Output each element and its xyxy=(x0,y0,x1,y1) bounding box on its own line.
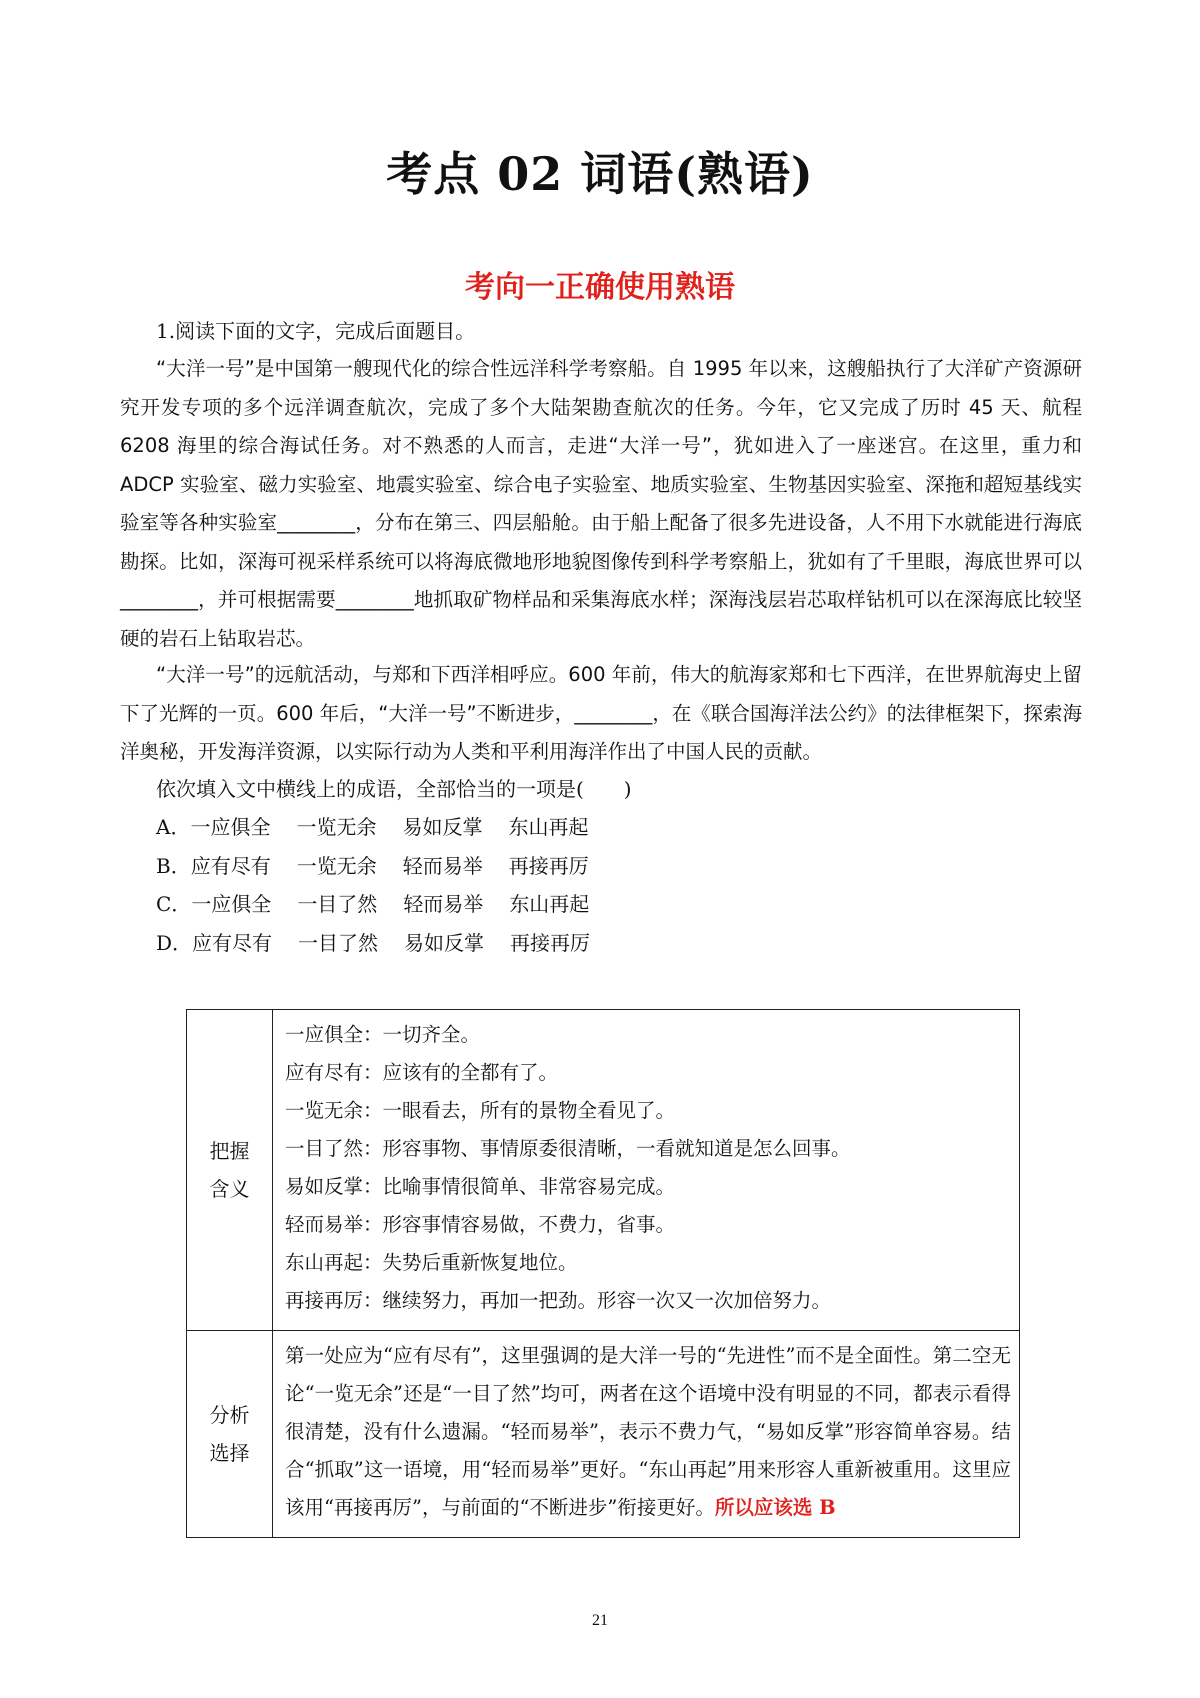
definition-line: 东山再起：失势后重新恢复地位。 xyxy=(285,1251,578,1274)
section-title: 考向一正确使用熟语 xyxy=(465,270,735,305)
definition-line: 轻而易举：形容事情容易做，不费力，省事。 xyxy=(285,1213,676,1236)
option-letter: D． xyxy=(156,930,193,955)
page-number: 21 xyxy=(592,1612,608,1629)
option-letter: C． xyxy=(156,892,192,916)
passage-text: “大洋一号”的远航活动，与郑和下西洋相呼应。600 年前，伟大的航海家郑和七下西洋，在世界航海史上留下了光辉的一页。600 年后，“大洋一号”不断进步，________，在《联合国海洋法公约》的法律框架下，探索海洋奥秘，开发海洋资源，以实际行动为人类和平利用海洋作出了中国人民的贡献。 xyxy=(120,663,1082,763)
analysis-table xyxy=(186,1009,1020,1538)
question-prompt: 依次填入文中横线上的成语，全部恰当的一项是( ) xyxy=(156,777,632,801)
option-idiom: 一览无余 xyxy=(296,853,377,878)
meaning-label xyxy=(187,1010,273,1331)
definition-line: 一应俱全：一切齐全。 xyxy=(285,1023,481,1046)
analysis-row xyxy=(187,1331,1020,1538)
passage-paragraph xyxy=(120,350,1082,658)
option-idiom: 应有尽有 xyxy=(192,930,273,955)
label-line: 把握 xyxy=(209,1139,250,1163)
answer-conclusion: 所以应该选 B xyxy=(714,1496,836,1519)
option-d[interactable] xyxy=(156,924,590,963)
label-line: 选择 xyxy=(209,1441,250,1465)
option-idiom: 一览无余 xyxy=(296,815,377,839)
page-title: 考点 02 词语(熟语) xyxy=(386,147,814,201)
option-idiom: 易如反掌 xyxy=(404,930,485,955)
analysis-label xyxy=(187,1331,273,1538)
analysis-text: 第一处应为“应有尽有”，这里强调的是大洋一号的“先进性”而不是全面性。第二空无论“一览无余”还是“一目了然”均可，两者在这个语境中没有明显的不同，都表示看得很清楚，没有什么遗漏。“轻而易举”，表示不费力气，“易如反掌”形容简单容易。结合“抓取”这一语境，用“轻而易举”更好。“东山再起”用来形容人重新被重用。这里应该用“再接再厉”，与前面的“不断进步”衔接更好。 xyxy=(285,1344,1011,1519)
option-idiom: 东山再起 xyxy=(509,892,590,916)
meaning-row xyxy=(187,1010,1020,1331)
question-intro: 1.阅读下面的文字，完成后面题目。 xyxy=(156,319,476,343)
option-b[interactable] xyxy=(156,847,590,886)
label-line: 含义 xyxy=(209,1177,250,1201)
answer-options xyxy=(156,808,590,962)
option-idiom: 轻而易举 xyxy=(403,892,484,916)
option-letter: A． xyxy=(156,815,191,839)
option-a[interactable] xyxy=(156,808,590,847)
option-idiom: 东山再起 xyxy=(508,815,589,839)
definition-line: 易如反掌：比喻事情很简单、非常容易完成。 xyxy=(285,1175,676,1198)
option-idiom: 再接再厉 xyxy=(508,853,589,878)
option-idiom: 应有尽有 xyxy=(190,853,271,878)
analysis-cell xyxy=(273,1331,1020,1538)
definition-line: 一览无余：一眼看去，所有的景物全看见了。 xyxy=(285,1099,676,1122)
passage-paragraph xyxy=(120,656,1082,772)
option-idiom: 再接再厉 xyxy=(510,930,591,955)
definition-line: 一目了然：形容事物、事情原委很清晰，一看就知道是怎么回事。 xyxy=(285,1137,851,1160)
label-line: 分析 xyxy=(209,1403,250,1427)
passage-text: “大洋一号”是中国第一艘现代化的综合性远洋科学考察船。自 1995 年以来，这艘船执行了大洋矿产资源研究开发专项的多个远洋调查航次，完成了多个大陆架勘查航次的任务。今年，它又完成了历时 45 天、航程 6208 海里的综合海试任务。对不熟悉的人而言，走进“大洋一号”，犹如进入了一座迷宫。在这里，重力和 ADCP 实验室、磁力实验室、地震实验室、综合电子实验室、地质实验室、生物基因实验室、深拖和超短基线实验室等各种实验室________，分布在第三、四层船舱。由于船上配备了很多先进设备，人不用下水就能进行海底勘探。比如，深海可视采样系统可以将海底微地形地貌图像传到科学考察船上，犹如有了千里眼，海底世界可以________，并可根据需要________地抓取矿物样品和采集海底水样；深海浅层岩芯取样钻机可以在深海底比较坚硬的岩石上钻取岩芯。 xyxy=(120,357,1082,650)
option-idiom: 一目了然 xyxy=(297,892,378,916)
option-idiom: 一应俱全 xyxy=(191,892,272,916)
option-letter: B． xyxy=(156,853,191,878)
option-idiom: 易如反掌 xyxy=(402,815,483,839)
definitions-cell xyxy=(273,1010,1020,1331)
option-idiom: 轻而易举 xyxy=(402,853,483,878)
option-c[interactable] xyxy=(156,885,590,924)
option-idiom: 一应俱全 xyxy=(190,815,271,839)
definition-line: 应有尽有：应该有的全都有了。 xyxy=(285,1061,559,1084)
option-idiom: 一目了然 xyxy=(298,930,379,955)
definition-line: 再接再厉：继续努力，再加一把劲。形容一次又一次加倍努力。 xyxy=(285,1289,832,1312)
